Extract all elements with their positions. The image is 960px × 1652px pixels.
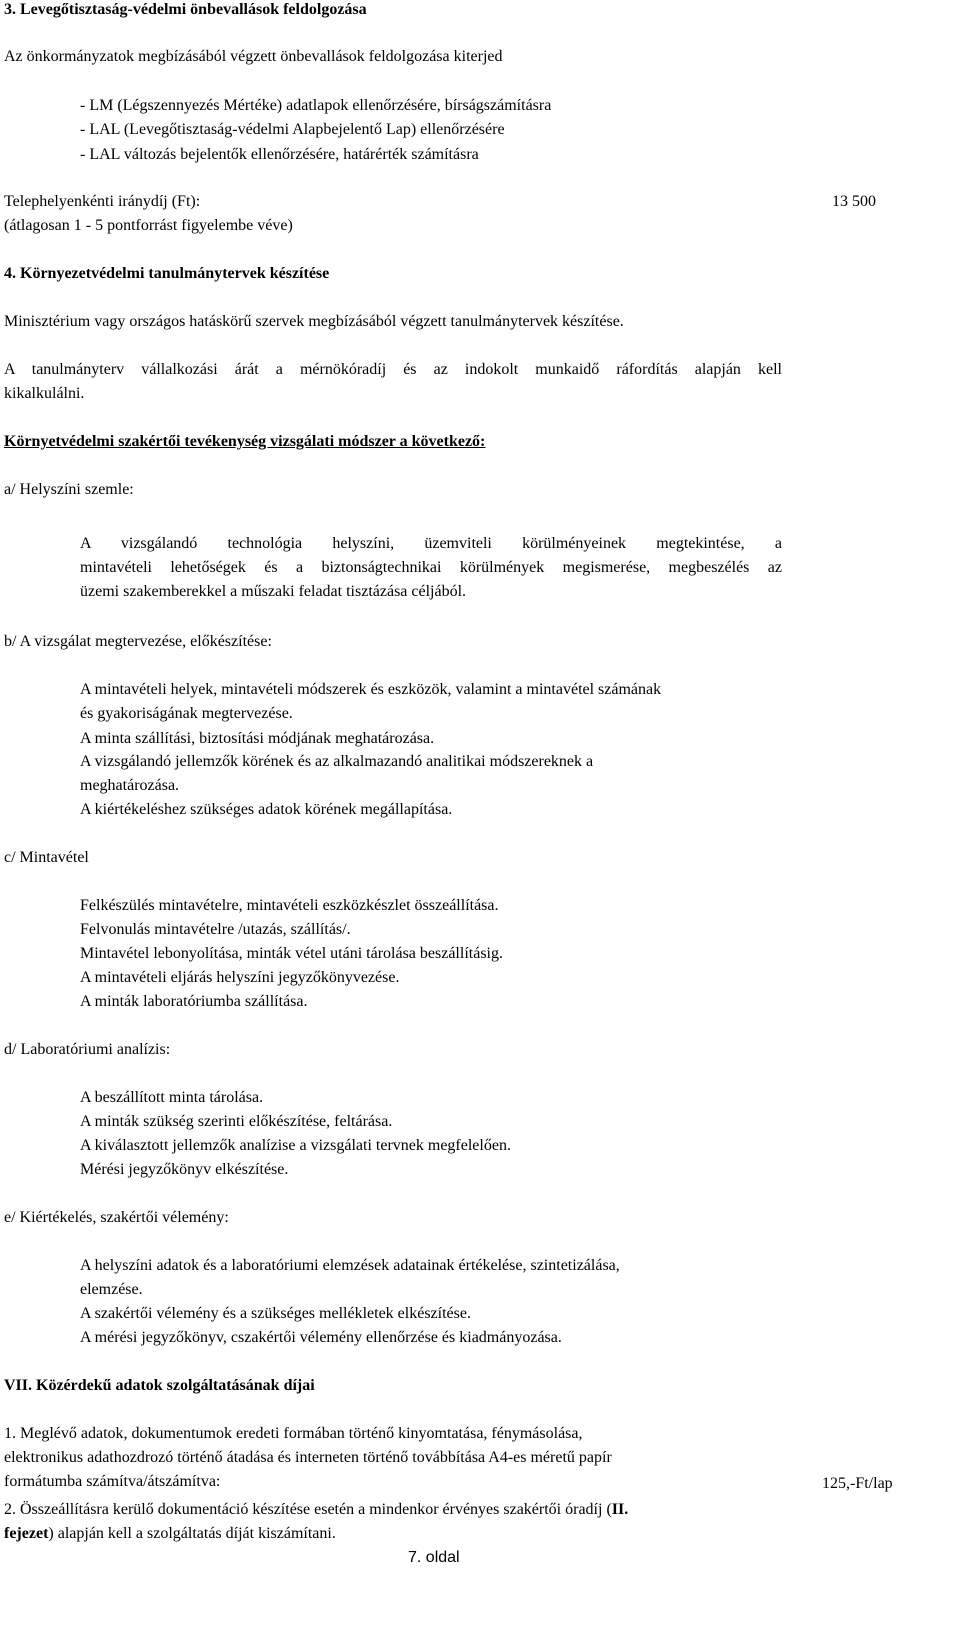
fee-value: 13 500 bbox=[832, 193, 876, 210]
item-2-chapter-ref: II. bbox=[611, 1501, 629, 1518]
method-d-line: A minták szükség szerinti előkészítése, feltárása. bbox=[80, 1113, 393, 1130]
section-7-item-2-line bbox=[4, 1524, 336, 1544]
method-e-line: A szakértői vélemény és a szükséges mellékletek elkészítése. bbox=[80, 1305, 471, 1322]
method-d-line: Mérési jegyzőkönyv elkészítése. bbox=[80, 1161, 289, 1178]
method-heading: Környetvédelmi szakértői tevékenység vizsgálati módszer a következő: bbox=[4, 433, 486, 450]
section-7-item-1-line: 1. Meglévő adatok, dokumentumok eredeti formában történő kinyomtatása, fénymásolása, bbox=[4, 1425, 583, 1442]
method-c-line: Mintavétel lebonyolítása, minták vétel utáni tárolása beszállításig. bbox=[80, 945, 503, 962]
method-c-label: c/ Mintavétel bbox=[4, 849, 89, 866]
method-c-line: Felvonulás mintavételre /utazás, szállítás/. bbox=[80, 921, 351, 938]
method-b-line: A vizsgálandó jellemzők körének és az alkalmazandó analitikai módszereknek a bbox=[80, 753, 594, 770]
method-b-line: A mintavételi helyek, mintavételi módszerek és eszközök, valamint a mintavétel számának bbox=[80, 681, 662, 698]
method-b-line: és gyakoriságának megtervezése. bbox=[80, 705, 293, 722]
section-7-item-1-line: elektronikus adathozdrozó történő átadása és interneten történő továbbítása A4-es méretű papír bbox=[4, 1449, 612, 1466]
page-number: 7. oldal bbox=[408, 1549, 460, 1566]
method-d-label: d/ Laboratóriumi analízis: bbox=[4, 1041, 171, 1058]
fee-note: (átlagosan 1 - 5 pontforrást figyelembe véve) bbox=[4, 217, 293, 234]
method-c-line: A mintavételi eljárás helyszíni jegyzőkönyvezése. bbox=[80, 969, 400, 986]
item-2-text: 2. Összeállításra kerülő dokumentáció készítése esetén a mindenkor érvényes szakértői óradíj ( bbox=[4, 1501, 612, 1518]
method-a-label: a/ Helyszíni szemle: bbox=[4, 481, 134, 498]
list-item: - LM (Légszennyezés Mértéke) adatlapok ellenőrzésére, bírságszámításra bbox=[80, 97, 552, 114]
method-b-label: b/ A vizsgálat megtervezése, előkészítése: bbox=[4, 633, 272, 650]
method-b-line: A minta szállítási, biztosítási módjának meghatározása. bbox=[80, 730, 435, 747]
method-b-line: A kiértékeléshez szükséges adatok körének megállapítása. bbox=[80, 801, 453, 818]
method-a-line: üzemi szakemberekkel a műszaki feladat tisztázása céljából. bbox=[80, 583, 467, 600]
section-7-heading: VII. Közérdekű adatok szolgáltatásának díjai bbox=[4, 1377, 315, 1394]
section-7-item-1-line: formátumba számítva/átszámítva: bbox=[4, 1473, 221, 1490]
section-4-paragraph: A tanulmányterv vállalkozási árát a mérnökóradíj és az indokolt munkaidő ráfordítás alapján kell bbox=[4, 361, 782, 378]
method-e-label: e/ Kiértékelés, szakértői vélemény: bbox=[4, 1209, 229, 1226]
section-4-heading: 4. Környezetvédelmi tanulmánytervek készítése bbox=[4, 265, 330, 282]
method-d-line: A kiválasztott jellemzők analízise a vizsgálati tervnek megfelelően. bbox=[80, 1137, 511, 1154]
method-a-line: mintavételi lehetőségek és a biztonságtechnikai körülmények megismerése, megbeszélés az bbox=[80, 559, 782, 576]
section-4-paragraph: kikalkulálni. bbox=[4, 385, 85, 402]
method-c-line: A minták laboratóriumba szállítása. bbox=[80, 993, 308, 1010]
section-7-item-1-price: 125,-Ft/lap bbox=[822, 1475, 893, 1492]
method-e-line: elemzése. bbox=[80, 1281, 143, 1298]
method-e-line: A mérési jegyzőkönyv, cszakértői vélemény ellenőrzése és kiadmányozása. bbox=[80, 1329, 562, 1346]
method-b-line: meghatározása. bbox=[80, 777, 180, 794]
section-4-paragraph: Minisztérium vagy országos hatáskörű szervek megbízásából végzett tanulmánytervek készítése. bbox=[4, 313, 624, 330]
section-3-heading: 3. Levegőtisztaság-védelmi önbevallások feldolgozása bbox=[4, 1, 367, 18]
method-c-line: Felkészülés mintavételre, mintavételi eszközkészlet összeállítása. bbox=[80, 897, 499, 914]
list-item: - LAL (Levegőtisztaság-védelmi Alapbejelentő Lap) ellenőrzésére bbox=[80, 121, 505, 138]
list-item: - LAL változás bejelentők ellenőrzésére, határérték számításra bbox=[80, 146, 479, 163]
method-d-line: A beszállított minta tárolása. bbox=[80, 1089, 264, 1106]
section-7-item-2-line bbox=[4, 1500, 628, 1520]
method-a-line: A vizsgálandó technológia helyszíni, üzemviteli körülményeinek megtekintése, a bbox=[80, 535, 782, 552]
fee-label: Telephelyenkénti iránydíj (Ft): bbox=[4, 193, 201, 210]
method-e-line: A helyszíni adatok és a laboratóriumi elemzések adatainak értékelése, szintetizálása, bbox=[80, 1257, 620, 1274]
item-2-chapter-word: fejezet bbox=[4, 1525, 49, 1542]
section-3-intro: Az önkormányzatok megbízásából végzett önbevallások feldolgozása kiterjed bbox=[4, 48, 503, 65]
item-2-text: ) alapján kell a szolgáltatás díját kiszámítani. bbox=[48, 1525, 336, 1542]
